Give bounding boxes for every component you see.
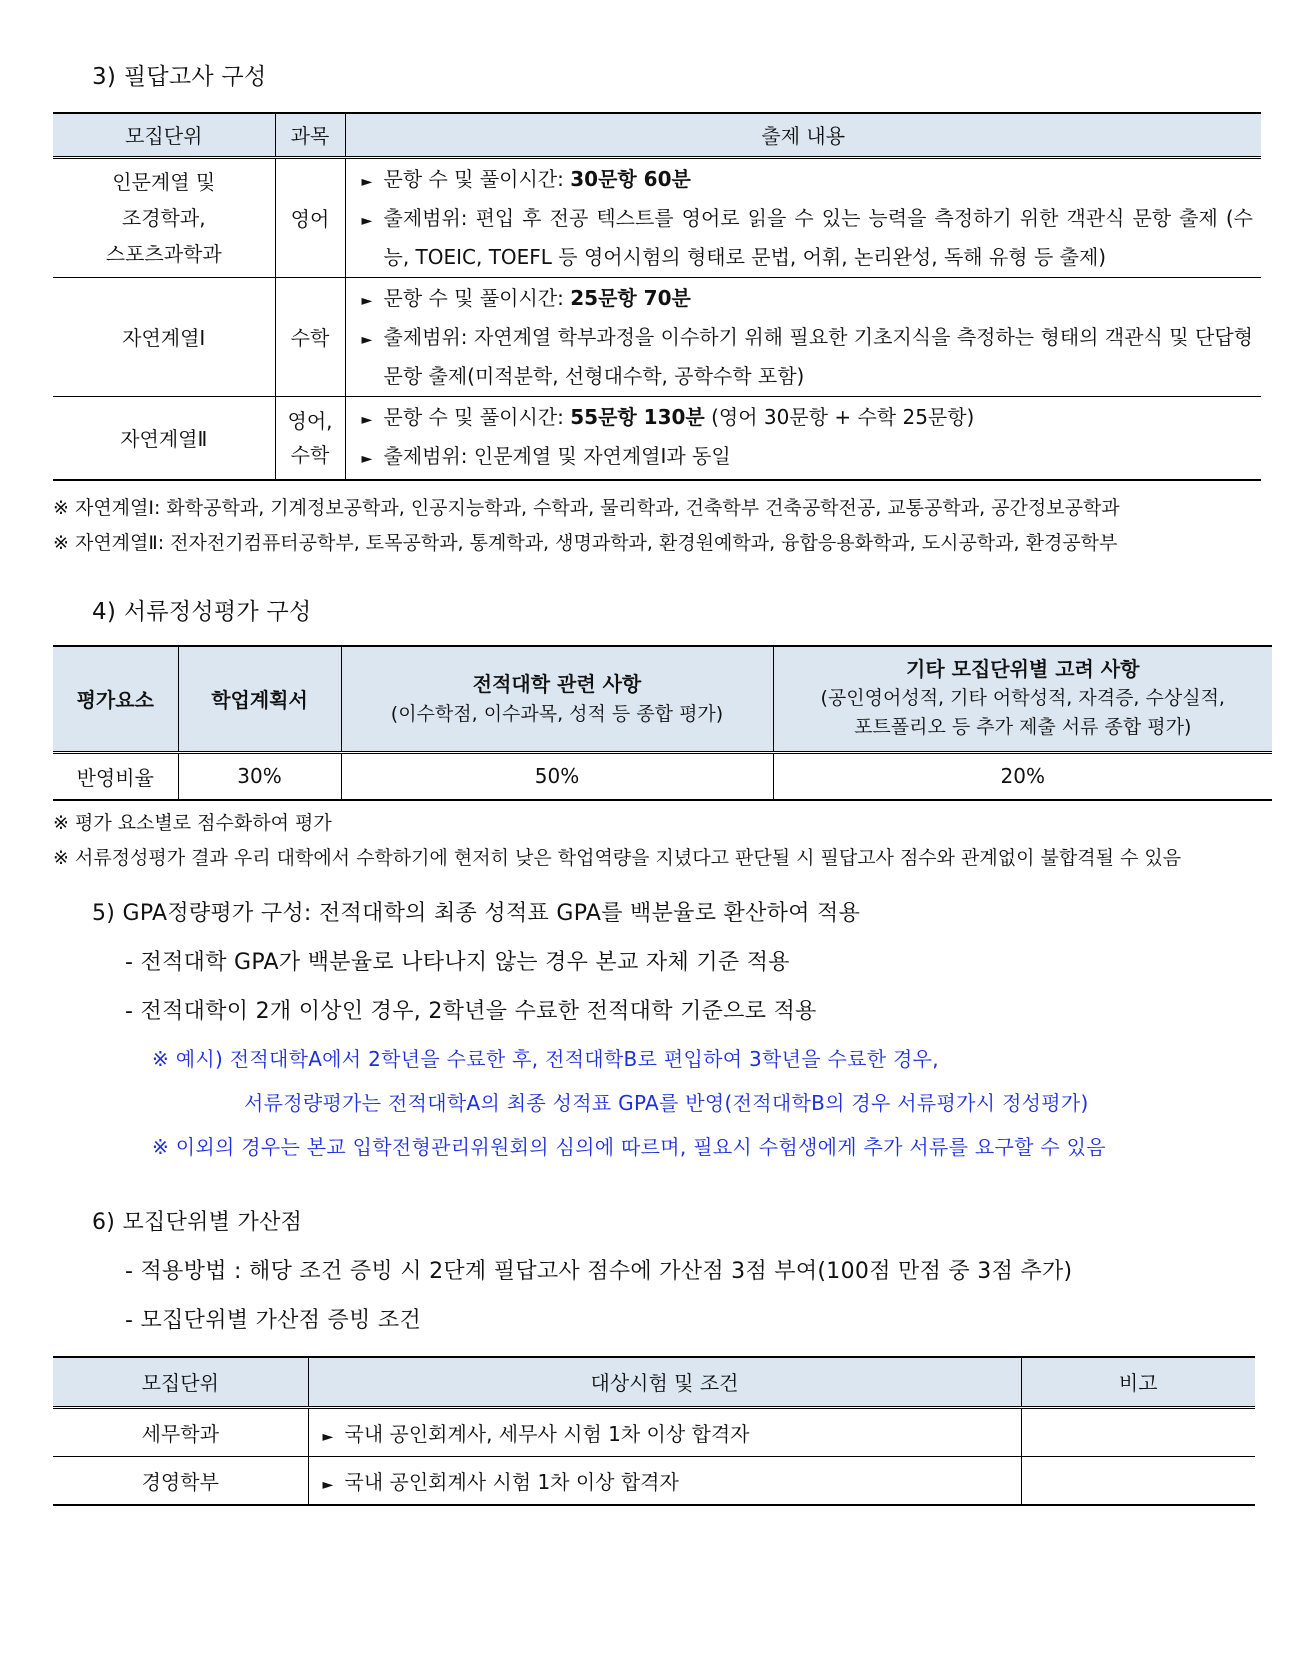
- eval-table-header: [53, 646, 1272, 752]
- subject-cell: 영어: [275, 157, 345, 277]
- header-sub: (공인영어성적, 기타 어학성적, 자격증, 수상실적,: [820, 687, 1225, 710]
- bonus-table-header: [53, 1357, 1255, 1407]
- triangle-bullet-icon: ►: [361, 292, 373, 309]
- note-eval-1: ※ 평가 요소별로 점수화하여 평가: [53, 812, 332, 834]
- header-remark: 비고: [1021, 1357, 1255, 1407]
- document-eval-table: [53, 645, 1272, 801]
- ratio-prior-college: 50%: [341, 752, 773, 800]
- condition-text: 국내 공인회계사, 세무사 시험 1차 이상 합격자: [344, 1421, 750, 1446]
- header-factor: 평가요소: [53, 646, 178, 752]
- content-cell: [345, 277, 1261, 396]
- condition-text: 국내 공인회계사 시험 1차 이상 합격자: [344, 1469, 679, 1494]
- bullet-item: ► 문항 수 및 풀이시간: 55문항 130분 (영어 30문항 + 수학 25문항): [356, 399, 1254, 438]
- triangle-bullet-icon: ►: [322, 1428, 334, 1445]
- table-row: [53, 752, 1272, 800]
- bullet-item: ► 출제범위: 자연계열 학부과정을 이수하기 위해 필요한 기초지식을 측정하는 형태의 객관식 및 단답형 문항 출제(미적분학, 선형대수학, 공학수학 포함): [356, 319, 1254, 394]
- gpa-item-1: - 전적대학 GPA가 백분율로 나타나지 않는 경우 본교 자체 기준 적용: [125, 950, 790, 975]
- exam-table: [53, 112, 1261, 481]
- note-eval-2: ※ 서류정성평가 결과 우리 대학에서 수학하기에 현저히 낮은 학업역량을 지녔다고 판단될 시 필답고사 점수와 관계없이 불합격될 수 있음: [53, 847, 1182, 869]
- gpa-example-1: ※ 예시) 전적대학A에서 2학년을 수료한 후, 전적대학B로 편입하여 3학년을 수료한 경우,: [152, 1047, 939, 1071]
- gpa-item-2: - 전적대학이 2개 이상인 경우, 2학년을 수료한 전적대학 기준으로 적용: [125, 999, 817, 1024]
- section5-heading: 5) GPA정량평가 구성: 전적대학의 최종 성적표 GPA를 백분율로 환산하여 적용: [92, 901, 861, 926]
- header-sub: (이수학점, 이수과목, 성적 등 종합 평가): [390, 702, 724, 725]
- note-natural-1: ※ 자연계열Ⅰ: 화학공학과, 기계정보공학과, 인공지능학과, 수학과, 물리학과, 건축학부 건축공학전공, 교통공학과, 공간정보공학과: [53, 497, 1120, 519]
- triangle-bullet-icon: ►: [361, 331, 373, 348]
- bullet-item: ► 문항 수 및 풀이시간: 25문항 70분: [356, 280, 1254, 319]
- section4-heading: 4) 서류정성평가 구성: [92, 599, 312, 625]
- gpa-example-3: ※ 이외의 경우는 본교 입학전형관리위원회의 심의에 따르며, 필요시 수험생에게 추가 서류를 요구할 수 있음: [152, 1135, 1106, 1159]
- header-condition: 대상시험 및 조건: [308, 1357, 1021, 1407]
- ratio-study-plan: 30%: [178, 752, 341, 800]
- ratio-label: 반영비율: [53, 752, 178, 800]
- unit-cell: [53, 157, 275, 277]
- header-title: 전적대학 관련 사항: [472, 671, 642, 696]
- triangle-bullet-icon: ►: [361, 173, 373, 190]
- triangle-bullet-icon: ►: [322, 1476, 334, 1493]
- header-sub: 포트폴리오 등 추가 제출 서류 종합 평가): [854, 716, 1192, 739]
- header-prior-college: [341, 646, 773, 752]
- ratio-other: 20%: [773, 752, 1272, 800]
- unit-cell: 자연계열Ⅱ: [53, 396, 275, 480]
- subject-cell: 수학: [275, 277, 345, 396]
- bonus-item-1: - 적용방법 : 해당 조건 증빙 시 2단계 필답고사 점수에 가산점 3점 부여(100점 만점 중 3점 추가): [125, 1259, 1073, 1284]
- bullet-item: ► 출제범위: 편입 후 전공 텍스트를 영어로 읽을 수 있는 능력을 측정하기 위한 객관식 문항 출제 (수능, TOEIC, TOEFL 등 영어시험의 형태로 문법, 어휘, 논리완성, 독해 유형 등 출제): [356, 200, 1254, 275]
- unit-line: 조경학과,: [121, 205, 206, 230]
- section3-heading: 3) 필답고사 구성: [92, 64, 267, 90]
- note-natural-2: ※ 자연계열Ⅱ: 전자전기컴퓨터공학부, 토목공학과, 통계학과, 생명과학과, 환경원예학과, 융합응용화학과, 도시공학과, 환경공학부: [53, 532, 1118, 554]
- header-title: 기타 모집단위별 고려 사항: [906, 657, 1140, 682]
- bonus-item-2: - 모집단위별 가산점 증빙 조건: [125, 1308, 422, 1333]
- bullet-item: ► 출제범위: 인문계열 및 자연계열Ⅰ과 동일: [356, 438, 1254, 477]
- bullet-item: ► 문항 수 및 풀이시간: 30문항 60분: [356, 161, 1254, 200]
- unit-cell: 자연계열Ⅰ: [53, 277, 275, 396]
- table-row: [53, 157, 1261, 277]
- table-row: [53, 277, 1261, 396]
- content-cell: [345, 157, 1261, 277]
- subject-cell: 영어, 수학: [275, 396, 345, 480]
- unit-cell: 경영학부: [53, 1456, 308, 1505]
- header-other: [773, 646, 1272, 752]
- section6-heading: 6) 모집단위별 가산점: [92, 1210, 303, 1235]
- header-subject: 과목: [275, 113, 345, 157]
- header-content: 출제 내용: [345, 113, 1261, 157]
- table-row: [53, 1407, 1255, 1456]
- gpa-example-2: 서류정량평가는 전적대학A의 최종 성적표 GPA를 반영(전적대학B의 경우 서류평가시 정성평가): [244, 1091, 1089, 1115]
- header-unit: 모집단위: [53, 1357, 308, 1407]
- triangle-bullet-icon: ►: [361, 212, 373, 229]
- header-study-plan: 학업계획서: [178, 646, 341, 752]
- unit-cell: 세무학과: [53, 1407, 308, 1456]
- remark-cell: [1021, 1456, 1255, 1505]
- table-row: [53, 396, 1261, 480]
- unit-line: 스포츠과학과: [105, 241, 222, 266]
- content-cell: [345, 396, 1261, 480]
- triangle-bullet-icon: ►: [361, 450, 373, 467]
- triangle-bullet-icon: ►: [361, 411, 373, 428]
- exam-table-header: [53, 113, 1261, 157]
- table-row: [53, 1456, 1255, 1505]
- remark-cell: [1021, 1407, 1255, 1456]
- condition-cell: [308, 1456, 1021, 1505]
- condition-cell: [308, 1407, 1021, 1456]
- bonus-table: [53, 1356, 1255, 1506]
- unit-line: 인문계열 및: [112, 169, 216, 194]
- header-unit: 모집단위: [53, 113, 275, 157]
